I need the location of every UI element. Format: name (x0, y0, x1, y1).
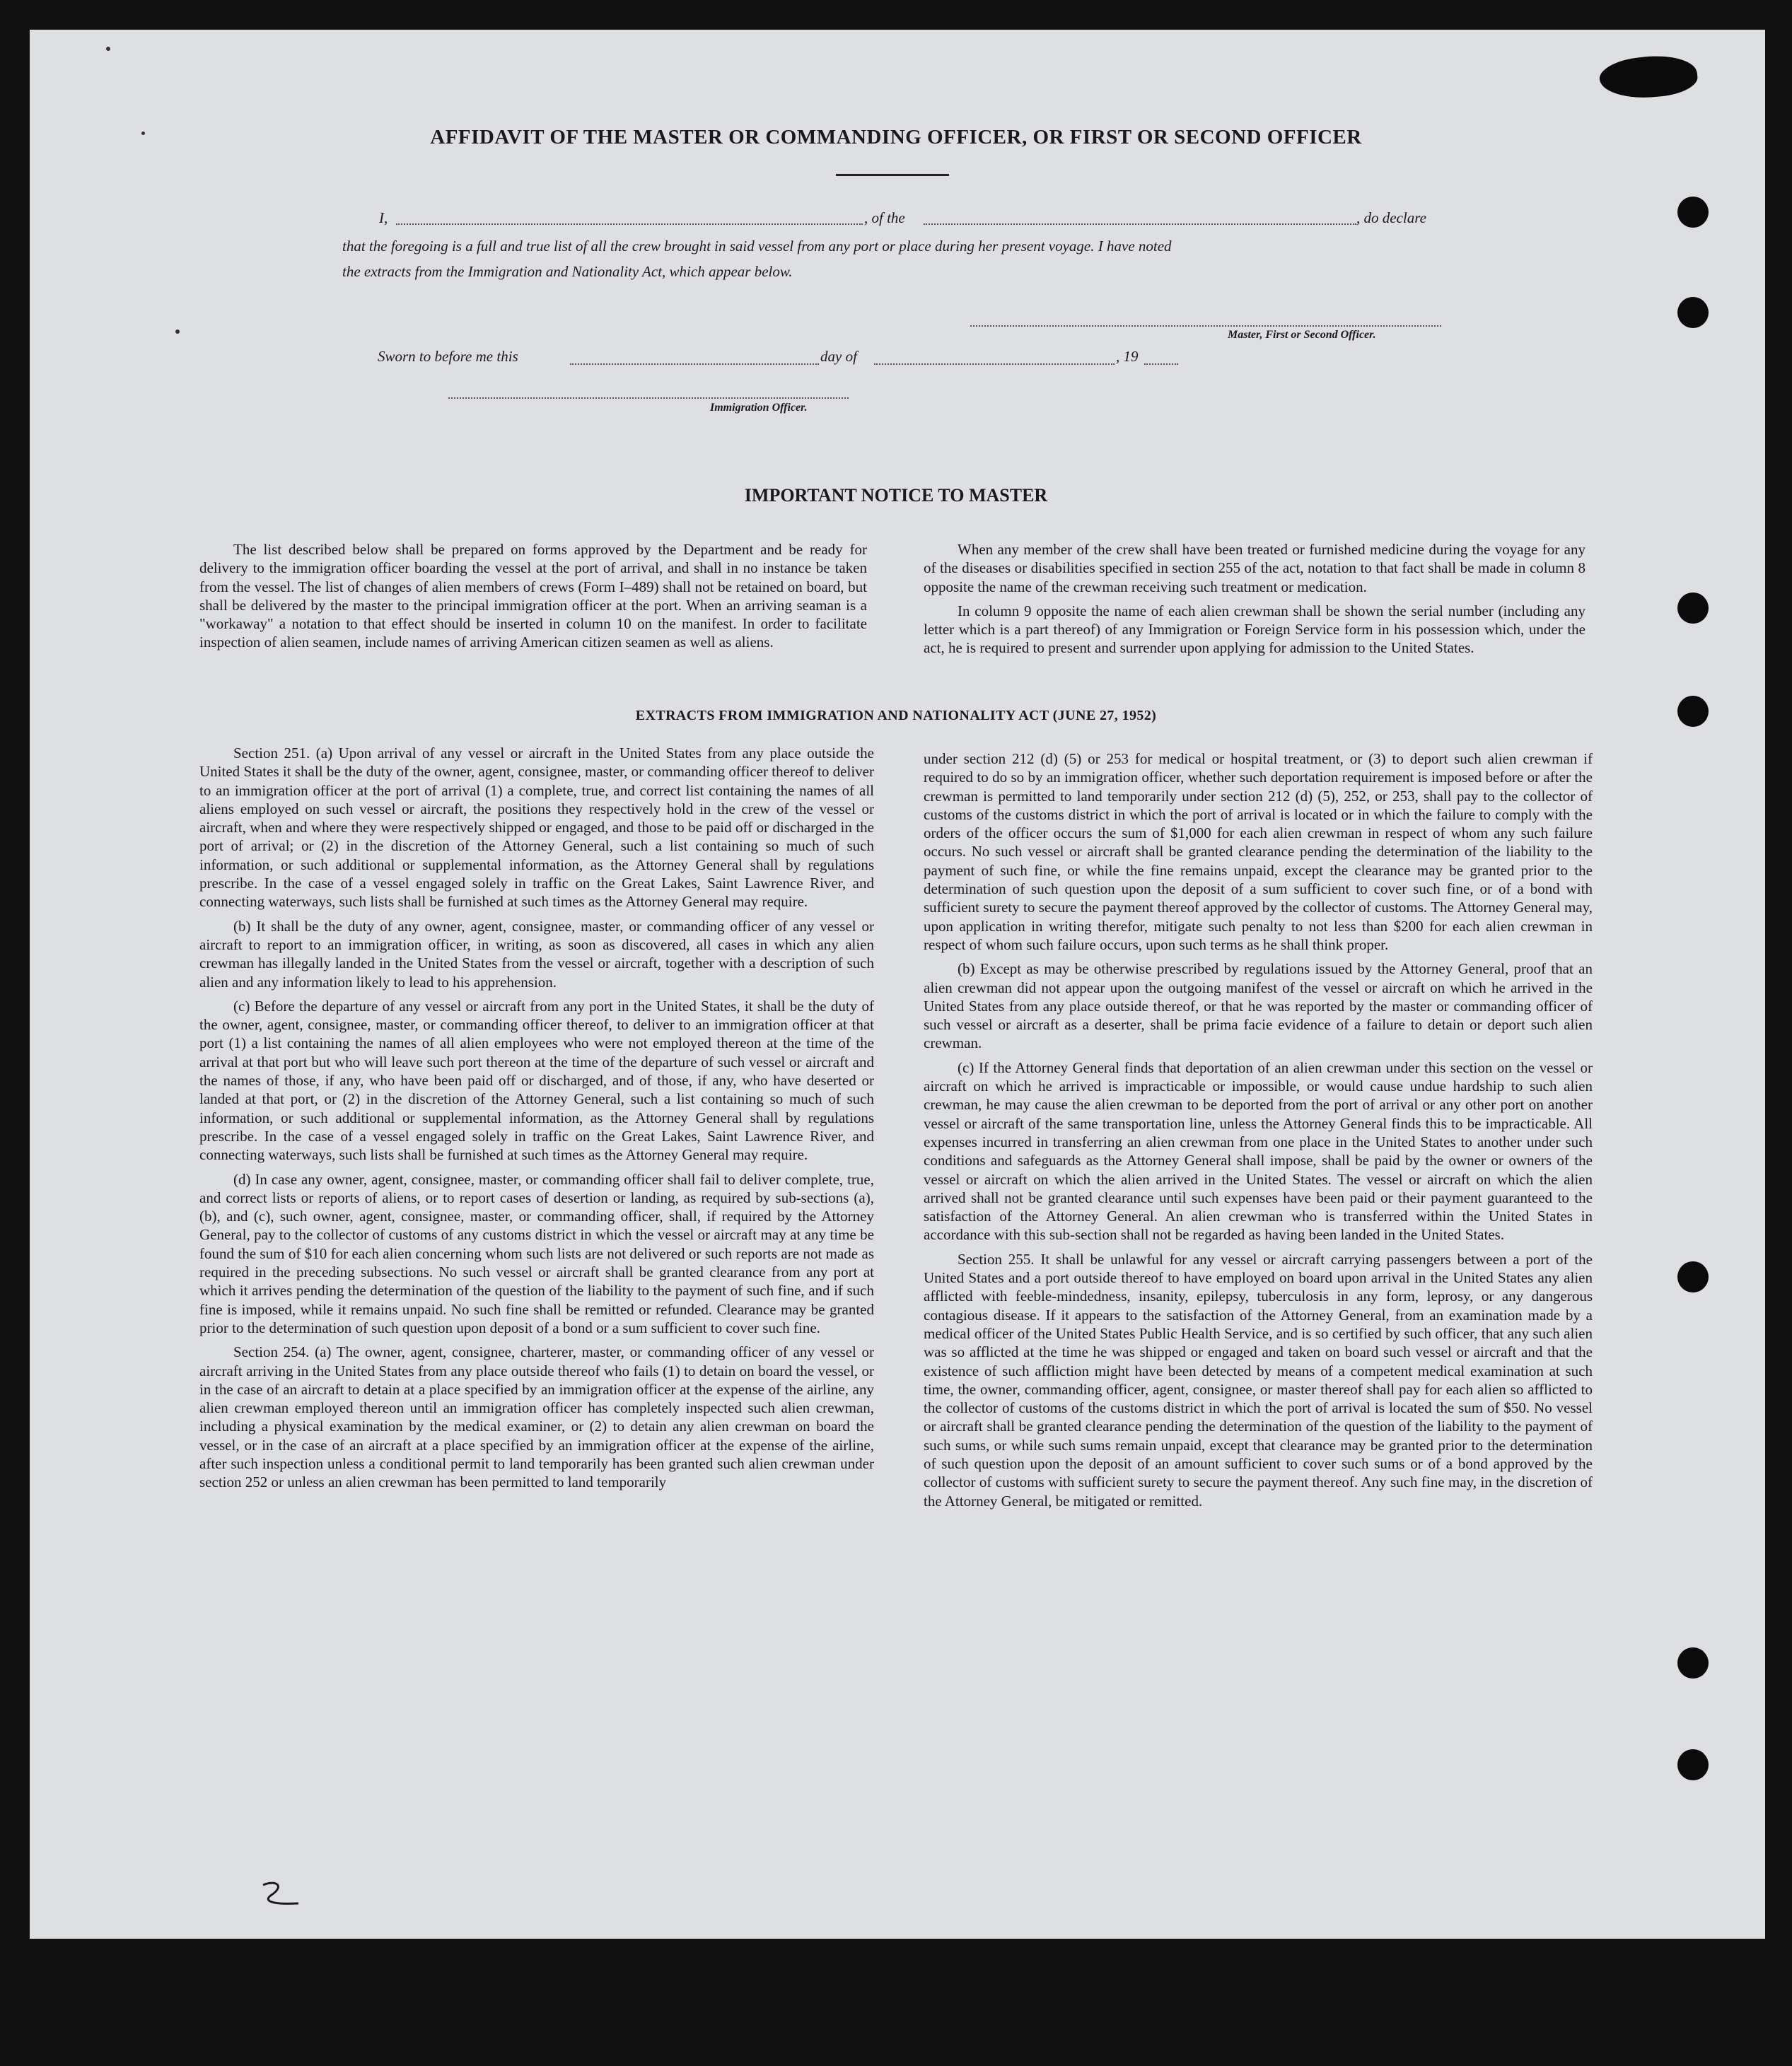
section-paragraph: Section 254. (a) The owner, agent, consignee, charterer, master, or commanding officer of any vessel or aircraft arriving in the United States from any place outside thereof who fails (1) to detain on board the vessel, or in the case of an aircraft to detain at a place specified by an immigration officer at the expense of the airline, any alien crewman employed thereon until an immigration officer has completely inspected such alien crewman, including a physical examination by the medical examiner, or (2) to detain any alien crewman on board the vessel, or in the case of an aircraft at a place specified by an immigration officer at the expense of the airline, after such inspection unless a conditional permit to land temporarily has been granted such alien crewman under section 252 or unless an alien crewman has been permitted to land temporarily (199, 1343, 874, 1491)
section-paragraph: (c) If the Attorney General finds that deportation of an alien crewman under this section on the vessel or aircraft on which he arrived is impracticable or impossible, or would cause undue hardship to such alien crewman, he may cause the alien crewman to be deported from the port of arrival or any other port on another vessel or aircraft of the same transportation line, unless the Attorney General finds this to be impracticable. All expenses incurred in transferring an alien crewman from one place in the United States to another under such conditions and safeguards as the Attorney General shall impose, shall be paid by the owner or owners of the vessel or aircraft on which the alien arrived in the United States. The vessel or aircraft on which the alien arrived shall not be granted clearance until such expenses have been paid or their payment guaranteed to the satisfaction of the Attorney General. An alien crewman who is transferred within the United States in accordance with this sub-section shall not be regarded as having been landed in the United States. (924, 1058, 1593, 1244)
binder-hole (1677, 197, 1709, 228)
extracts-title: EXTRACTS FROM IMMIGRATION AND NATIONALITY ACT (JUNE 27, 1952) (635, 708, 1157, 723)
year-label: , 19 (1116, 348, 1139, 365)
affidavit-statement-line2: that the foregoing is a full and true list of all the crew brought in said vessel from any port or place during her present voyage. I have noted (342, 238, 1172, 255)
affidavit-of-the: , of the (864, 209, 905, 226)
section-paragraph: under section 212 (d) (5) or 253 for medical or hospital treatment, or (3) to deport such alien crewman if required to do so by an immigration officer, whether such deportation requirement is imposed before or after the crewman is permitted to land temporarily under section 212 (d) (5), 252, or 253, shall pay to the collector of customs of the customs district in which the port of arrival is located or in which the failure to comply with the orders of the officer occurs the sum of $1,000 for each alien crewman in respect of whom any such failure occurs. No such vessel or aircraft shall be granted clearance pending the determination of the liability to the payment of such fine, or while the fine remains unpaid, except the clearance may be granted prior to the determination of such question upon the deposit of a sum sufficient to cover such fine, or of a bond with sufficient surety to secure the payment thereof approved by the collector of customs. The Attorney General may, upon application in writing therefor, mitigate such penalty to not less than $200 for each alien crewman in respect of whom such failure occurs, upon such terms as he shall think proper. (924, 750, 1593, 953)
section-paragraph: Section 255. It shall be unlawful for any vessel or aircraft carrying passengers between a port of the United States and a port outside thereof to have employed on board upon arrival in the United States any alien afflicted with feeble-mindedness, insanity, epilepsy, tuberculosis in any form, leprosy, or any dangerous contagious disease. If it appears to the satisfaction of the Attorney General, from an examination made by a medical officer of the United States Public Health Service, and is so certified by such officer, that any such alien was so afflicted at the time he was shipped or engaged and taken on board such vessel or aircraft and that the existence of such affliction might have been detected by means of a competent medical examination at such time, the owner, commanding officer, agent, consignee, or master thereof shall pay for each alien so afflicted to the collector of customs of the customs district in which the port of arrival is located the sum of $50. No vessel or aircraft shall be granted clearance pending the determination of the question of the liability to the payment of such sums, or while such sums remain unpaid, except that clearance may be granted prior to the determination of such question upon the deposit of an amount sufficient to cover such sums or of a bond approved by the collector of customs with sufficient surety to secure the payment thereof. Any such fine may, in the discretion of the Attorney General, be mitigated or remitted. (924, 1250, 1593, 1510)
dust-speck (175, 329, 180, 334)
notice-paragraph: When any member of the crew shall have been treated or furnished medicine during the voyage for any of the diseases or disabilities specified in section 255 of the act, notation to that fact shall be made in column 8 opposite the name of the crewman receiving such treatment or medication. (924, 541, 1586, 595)
section-paragraph: (b) It shall be the duty of any owner, agent, consignee, master, or commanding officer of any vessel or aircraft to report to an immigration officer, in writing, as soon as discovered, all cases in which any alien crewman has illegally landed in the United States from the vessel or aircraft, together with a description of such alien and any information likely to lead to his apprehension. (199, 917, 874, 991)
sworn-day-field[interactable] (570, 363, 819, 365)
sworn-year-field[interactable] (1144, 363, 1178, 365)
master-signature-line[interactable] (970, 325, 1441, 327)
master-signature-label: Master, First or Second Officer. (1228, 329, 1376, 341)
title-divider (836, 174, 949, 176)
affidavit-pronoun: I, (379, 209, 388, 226)
vessel-name-field[interactable] (924, 223, 1356, 225)
day-of-label: day of (820, 348, 857, 365)
notice-left-column (199, 540, 867, 658)
sworn-month-field[interactable] (874, 363, 1115, 365)
notice-paragraph: The list described below shall be prepared on forms approved by the Department and be ready for delivery to the immigration officer boarding the vessel at the port of arrival, and shall in no instance be taken from the vessel. The list of changes of alien members of crews (Form I–489) shall not be retained on board, but shall be delivered by the master to the principal immigration officer at the port. When an arriving seaman is a "workaway" a notation to that effect should be inserted in column 10 on the manifest. In order to facilitate inspection of alien seamen, include names of arriving American citizen seamen as well as aliens. (199, 541, 867, 651)
binder-hole (1677, 1261, 1709, 1292)
affidavit-title: AFFIDAVIT OF THE MASTER OR COMMANDING OFFICER, OR FIRST OR SECOND OFFICER (430, 126, 1362, 148)
section-paragraph: (b) Except as may be otherwise prescribed by regulations issued by the Attorney General, proof that an alien crewman did not appear upon the outgoing manifest of the vessel or aircraft on which he arrived in the United States from any place outside thereof, or that he was reported by the master or commanding officer of such vessel or aircraft as a deserter, shall be prima facie evidence of a failure to detain or deport such alien crewman. (924, 960, 1593, 1052)
affidavit-do-declare: , do declare (1356, 209, 1426, 226)
notice-paragraph: In column 9 opposite the name of each alien crewman shall be shown the serial number (including any letter which is a part thereof) of any Immigration or Foreign Service form in his possession which, under the act, he is required to present and surrender upon applying for admission to the United States. (924, 602, 1586, 657)
extracts-right-column (924, 749, 1593, 1516)
binder-hole (1677, 297, 1709, 328)
section-paragraph: (d) In case any owner, agent, consignee, master, or commanding officer shall fail to deliver complete, true, and correct lists or reports of aliens, or to report cases of desertion or landing, as required by sub-sections (a), (b), and (c), such owner, agent, consignee, master, or commanding officer, shall, if required by the Attorney General, pay to the collector of customs of any customs district in which the vessel or aircraft may at any time be found the sum of $10 for each alien concerning whom such lists are not delivered or such reports are not made as required in the preceding subsections. No such vessel or aircraft shall be granted clearance from any port at which it arrives pending the determination of the question of the liability to the payment of such fine, and if such fine is imposed, while it remains unpaid. No such fine shall be remitted or refunded. Clearance may be granted prior to the determination of such question upon deposit of a bond or a sum sufficient to cover such fine. (199, 1170, 874, 1336)
handwritten-mark (256, 1879, 306, 1915)
binder-hole (1677, 1749, 1709, 1780)
immigration-officer-signature-line[interactable] (448, 397, 849, 399)
extracts-left-column (199, 744, 874, 1498)
binder-hole (1677, 1647, 1709, 1679)
sworn-label: Sworn to before me this (378, 348, 518, 365)
immigration-officer-label: Immigration Officer. (710, 402, 808, 414)
section-paragraph: Section 251. (a) Upon arrival of any vessel or aircraft in the United States from any place outside the United States it shall be the duty of the owner, agent, consignee, master, or commanding officer thereof to deliver to an immigration officer at the port of arrival (1) a complete, true, and correct list containing the names of all aliens employed on such vessel or aircraft, the positions they respectively hold in the crew of the vessel or aircraft, when and where they were respectively shipped or engaged, and those to be paid off or discharged in the port of arrival; or (2) in the discretion of the Attorney General, such a list containing so much of such information, or such additional or supplemental information, as the Attorney General shall by regulations prescribe. In the case of a vessel engaged solely in traffic on the Great Lakes, Saint Lawrence River, and connecting waterways, such lists shall be furnished at such times as the Attorney General may require. (199, 745, 874, 911)
affidavit-statement-line3: the extracts from the Immigration and Nationality Act, which appear below. (342, 263, 793, 280)
officer-name-field[interactable] (396, 223, 863, 225)
notice-right-column (924, 540, 1586, 663)
notice-title: IMPORTANT NOTICE TO MASTER (744, 485, 1048, 506)
dust-speck (106, 47, 110, 51)
binder-hole (1677, 593, 1709, 624)
section-paragraph: (c) Before the departure of any vessel or aircraft from any port in the United States, it shall be the duty of the owner, agent, consignee, master, or commanding officer thereof, to deliver to an immigration officer at that port (1) a list containing the names of all alien employees who were not employed thereon at the time of the arrival at that port but who will leave such port thereon at the time of the departure of such vessel or aircraft and the names of those, if any, who have been paid off or discharged, and of those, if any, who have deserted or landed at that port, or (2) in the discretion of the Attorney General, such a list containing so much of such information, or such additional or supplemental information, as the Attorney General shall by regulations prescribe. In the case of a vessel engaged solely in traffic on the Great Lakes, Saint Lawrence River, and connecting waterways, such lists shall be furnished at such times as the Attorney General may require. (199, 997, 874, 1164)
